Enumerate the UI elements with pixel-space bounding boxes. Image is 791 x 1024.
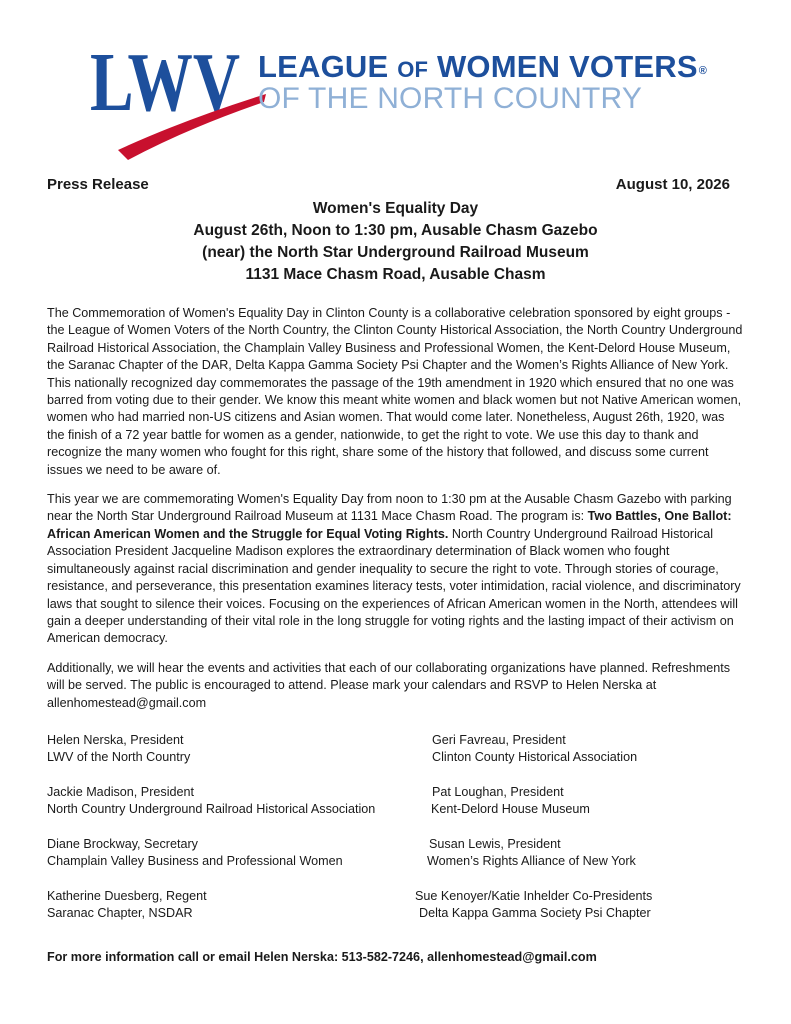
signer-org: Clinton County Historical Association [432, 750, 638, 765]
body-paragraph-2: This year we are commemorating Women's Equality Day from noon to 1:30 pm at the Ausable Chasm Gazebo with parking near the North Star Underground Railroad Museum at 1131 Mace Chasm Road. The program is: Two Battles, One Ballot: African American Women and the Struggle for Equal Voting Rights. North Country Underground Railroad Historical Association President Jacqueline Madison explores the extraordinary determination of Black women who fought simultaneously against racial discrimination and gender inequality to secure the right to vote. Through stories of courage, resistance, and perseverance, this presentation examines literacy tests, voter intimidation, racial violence, and discriminatory laws that sought to silence their voices. Focusing on the experiences of African American women in the North, attendees will gain a deeper understanding of their vital role in the long struggle for voting rights and the lasting impact of their activism on American democracy. [47, 492, 741, 646]
event-title: Women's Equality Day [312, 200, 479, 217]
release-date: August 10, 2026 [615, 176, 730, 193]
signer-name: Helen Nerska, President [47, 733, 184, 747]
signer-name: Geri Favreau, President [432, 733, 566, 747]
signer-org: Kent-Delord House Museum [431, 802, 590, 817]
signer-org: North Country Underground Railroad Historical Association [47, 802, 376, 817]
signatures [47, 732, 747, 940]
event-title-block [0, 198, 791, 286]
event-address: 1131 Mace Chasm Road, Ausable Chasm [245, 266, 546, 283]
contact-footer: For more information call or email Helen Nerska: 513-582-7246, allenhomestead@gmail.com [47, 950, 597, 964]
logo-org-name: LEAGUE OF WOMEN VOTERS® [258, 49, 708, 84]
signature-row [47, 732, 747, 784]
signature-row [47, 836, 747, 888]
signer-org: LWV of the North Country [47, 750, 191, 765]
lwv-logo [88, 38, 708, 163]
press-release-label: Press Release [47, 176, 149, 193]
logo-org-region: OF THE NORTH COUNTRY [258, 82, 643, 115]
lwv-logo-mark [88, 38, 268, 163]
signer-name: Diane Brockway, Secretary [47, 837, 198, 851]
signer-org: Delta Kappa Gamma Society Psi Chapter [419, 906, 651, 921]
signature-row [47, 784, 747, 836]
press-release-body [47, 305, 743, 724]
signer-org: Champlain Valley Business and Professional Women [47, 854, 343, 869]
signer-org: Saranac Chapter, NSDAR [47, 906, 193, 921]
body-paragraph-1: The Commemoration of Women's Equality Day in Clinton County is a collaborative celebration sponsored by eight groups - the League of Women Voters of the North Country, the Clinton County Historical Association, the North Country Underground Railroad Historical Association, the Champlain Valley Business and Professional Women, the Kent-Delord House Museum, the Saranac Chapter of the DAR, Delta Kappa Gamma Society Psi Chapter and the Women’s Rights Alliance of New York. This nationally recognized day commemorates the passage of the 19th amendment in 1920 which ensured that no one was barred from voting due to their gender. We know this meant white women and black women but not Native American women, women who had married non-US citizens and Asian women. That would come later. Nonetheless, August 26th, 1920, was the finish of a 72 year battle for women as a gender, nationwide, to get the right to vote. We use this day to thank and recognize the many women who fought for this right, share some of the history that followed, and discuss some current issues we need to be aware of. [47, 306, 743, 477]
signature-row [47, 888, 747, 940]
signer-name: Jackie Madison, President [47, 785, 194, 799]
event-datetime: August 26th, Noon to 1:30 pm, Ausable Chasm Gazebo [193, 222, 598, 239]
signer-name: Katherine Duesberg, Regent [47, 889, 207, 903]
lwv-letters: LWV [90, 38, 240, 129]
signer-org: Women’s Rights Alliance of New York [427, 854, 636, 869]
signer-name: Pat Loughan, President [432, 785, 564, 799]
body-paragraph-3: Additionally, we will hear the events and activities that each of our collaborating organizations have planned. Refreshments will be served. The public is encouraged to attend. Please mark your calendars and RSVP to Helen Nerska at allenhomestead@gmail.com [47, 660, 731, 710]
signer-name: Sue Kenoyer/Katie Inhelder Co-Presidents [415, 889, 653, 903]
event-location: (near) the North Star Underground Railroad Museum [202, 244, 589, 261]
signer-name: Susan Lewis, President [429, 837, 561, 851]
program-title: Two Battles, One Ballot: African American Women and the Struggle for Equal Voting Rights. [47, 509, 732, 541]
